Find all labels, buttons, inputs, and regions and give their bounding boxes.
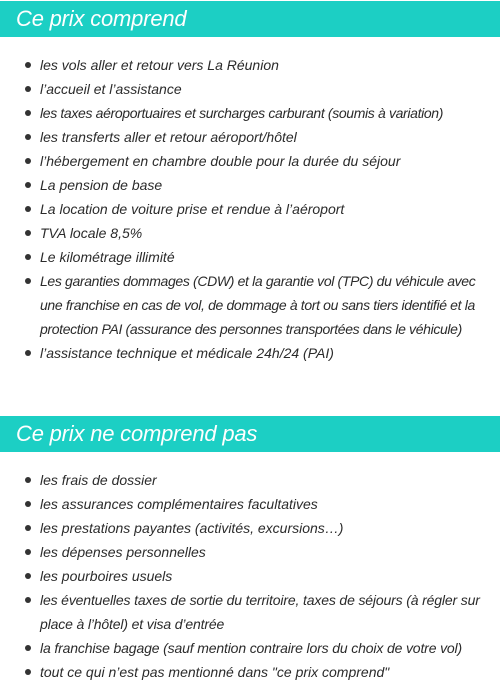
list-item: l’assistance technique et médicale 24h/24 (PAI) (0, 341, 500, 365)
list-item: les frais de dossier (0, 468, 500, 492)
bullet-dot-icon (25, 573, 31, 579)
list-item: La location de voiture prise et rendue à l’aéroport (0, 197, 500, 221)
bullet-dot-icon (25, 110, 31, 116)
list-item: les assurances complémentaires facultatives (0, 492, 500, 516)
bullet-dot-icon (25, 350, 31, 356)
included-section-title: Ce prix comprend (16, 6, 187, 31)
bullet-dot-icon (25, 182, 31, 188)
bullet-dot-icon (25, 254, 31, 260)
bullet-dot-icon (25, 525, 31, 531)
bullet-dot-icon (25, 645, 31, 651)
list-item: les transferts aller et retour aéroport/hôtel (0, 125, 500, 149)
list-item: les pourboires usuels (0, 564, 500, 588)
bullet-dot-icon (25, 501, 31, 507)
excluded-section-title: Ce prix ne comprend pas (16, 421, 258, 446)
bullet-dot-icon (25, 206, 31, 212)
excluded-section-header (0, 416, 500, 452)
list-item: l’accueil et l’assistance (0, 77, 500, 101)
included-section-header (0, 1, 500, 37)
bullet-dot-icon (25, 86, 31, 92)
list-item: les taxes aéroportuaires et surcharges carburant (soumis à variation) (0, 101, 500, 125)
bullet-dot-icon (25, 477, 31, 483)
list-item: les dépenses personnelles (0, 540, 500, 564)
list-item: les vols aller et retour vers La Réunion (0, 53, 500, 77)
included-list (0, 53, 500, 365)
list-item: l’hébergement en chambre double pour la durée du séjour (0, 149, 500, 173)
list-item: les prestations payantes (activités, excursions…) (0, 516, 500, 540)
list-item: Le kilométrage illimité (0, 245, 500, 269)
list-item: La pension de base (0, 173, 500, 197)
bullet-dot-icon (25, 669, 31, 675)
bullet-dot-icon (25, 230, 31, 236)
list-item: tout ce qui n’est pas mentionné dans "ce prix comprend" (0, 660, 500, 684)
list-item: Les garanties dommages (CDW) et la garantie vol (TPC) du véhicule avec une franchise en cas de vol, de dommage à tort ou sans tiers identifié et la protection PAI (assurance des personnes transportées dans le véhicule) (0, 269, 500, 341)
bullet-dot-icon (25, 158, 31, 164)
list-item: TVA locale 8,5% (0, 221, 500, 245)
bullet-dot-icon (25, 278, 31, 284)
list-item: les éventuelles taxes de sortie du territoire, taxes de séjours (à régler sur place à l’hôtel) et visa d’entrée (0, 588, 500, 636)
excluded-list (0, 468, 500, 684)
bullet-dot-icon (25, 134, 31, 140)
list-item: la franchise bagage (sauf mention contraire lors du choix de votre vol) (0, 636, 500, 660)
bullet-dot-icon (25, 62, 31, 68)
bullet-dot-icon (25, 597, 31, 603)
bullet-dot-icon (25, 549, 31, 555)
